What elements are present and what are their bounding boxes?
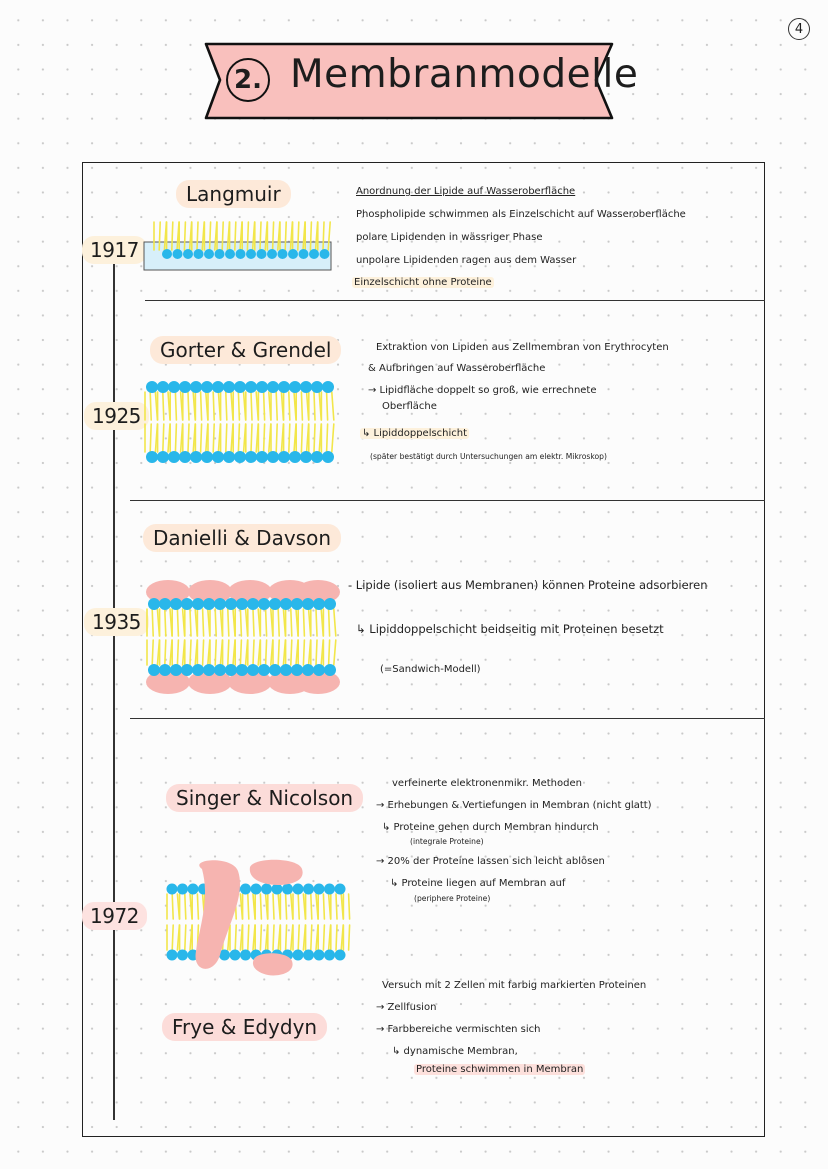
- lipid-tail: [213, 424, 214, 452]
- lipid-tail: [210, 222, 211, 250]
- lipid-head: [203, 664, 215, 676]
- lipid-head: [170, 598, 182, 610]
- lipid-tail: [253, 640, 254, 665]
- lipid-tail: [303, 609, 304, 636]
- lipid-tail: [248, 894, 249, 919]
- lipid-head: [309, 249, 319, 259]
- lipid-head: [258, 664, 270, 676]
- lipid-tail: [152, 609, 153, 636]
- note-text: (integrale Proteine): [410, 837, 484, 846]
- lipid-head: [234, 381, 246, 393]
- lipid-tail: [323, 925, 324, 950]
- lipid-head: [201, 451, 213, 463]
- lipid-tail: [163, 392, 164, 420]
- lipid-tail: [310, 222, 311, 250]
- lipid-head: [192, 598, 204, 610]
- note-text: - Lipide (isoliert aus Membranen) können Proteine adsorbieren: [348, 578, 708, 592]
- lipid-head: [194, 249, 204, 259]
- lipid-head: [256, 451, 268, 463]
- lipid-head: [146, 381, 158, 393]
- lipid-tail: [336, 894, 337, 919]
- lipid-head: [303, 950, 314, 961]
- lipid-tail: [286, 925, 287, 950]
- lipid-head: [177, 884, 188, 895]
- note-text: → Farbbereiche vermischten sich: [376, 1024, 541, 1035]
- lipid-tail: [165, 640, 166, 665]
- lipid-head: [251, 884, 262, 895]
- lipid-tail: [301, 424, 302, 452]
- note-text: (später bestätigt durch Untersuchungen am elektr. Mikroskop): [370, 452, 607, 461]
- lipid-tail: [235, 222, 236, 250]
- lipid-tail: [222, 222, 223, 250]
- lipid-tail: [336, 925, 337, 950]
- note-text: → Zellfusion: [376, 1002, 437, 1013]
- lipid-head: [291, 598, 303, 610]
- lipid-tail: [238, 424, 239, 452]
- lipid-tail: [298, 894, 299, 919]
- lipid-head: [293, 950, 304, 961]
- lipid-head: [223, 381, 235, 393]
- lipid-head: [177, 950, 188, 961]
- lipid-tail: [150, 392, 151, 420]
- lipid-tail: [177, 640, 178, 665]
- lipid-tail: [349, 894, 350, 919]
- lipid-tail: [226, 424, 227, 452]
- lipid-tail: [188, 392, 189, 420]
- lipid-head: [225, 664, 237, 676]
- lipid-tail: [175, 424, 176, 452]
- lipid-head: [204, 249, 214, 259]
- lipid-head: [230, 950, 241, 961]
- lipid-head: [157, 451, 169, 463]
- lipid-tail: [329, 640, 330, 665]
- lipid-head: [299, 249, 309, 259]
- lipid-head: [214, 598, 226, 610]
- lipid-tail: [165, 609, 166, 636]
- lipid-head: [289, 381, 301, 393]
- lipid-head: [240, 884, 251, 895]
- lipid-tail: [251, 424, 252, 452]
- lipid-tail: [197, 222, 198, 250]
- lipid-tail: [185, 894, 186, 919]
- year-1935: 1935: [84, 608, 149, 636]
- lipid-head: [214, 664, 226, 676]
- lipid-tail: [201, 424, 202, 452]
- lipid-tail: [238, 392, 239, 420]
- lipid-tail: [177, 609, 178, 636]
- lipid-head: [289, 451, 301, 463]
- lipid-head: [212, 381, 224, 393]
- lipid-head: [190, 451, 202, 463]
- note-text: → Erhebungen & Vertiefungen in Membran (nicht glatt): [376, 800, 652, 811]
- lipid-tail: [316, 640, 317, 665]
- lipid-head: [167, 950, 178, 961]
- lipid-tail: [303, 640, 304, 665]
- lipid-tail: [349, 925, 350, 950]
- lipid-head: [280, 664, 292, 676]
- lipid-tail: [247, 222, 248, 250]
- lipid-tail: [213, 392, 214, 420]
- lipid-head: [293, 884, 304, 895]
- author-singer-nicolson: Singer & Nicolson: [166, 784, 363, 812]
- lipid-tail: [301, 392, 302, 420]
- lipid-head: [148, 664, 160, 676]
- lipid-tail: [329, 609, 330, 636]
- lipid-head: [278, 451, 290, 463]
- bilayer-diagram: [140, 372, 340, 472]
- lipid-head: [313, 664, 325, 676]
- lipid-tail: [316, 609, 317, 636]
- lipid-head: [246, 249, 256, 259]
- lipid-tail: [201, 392, 202, 420]
- lipid-head: [324, 598, 336, 610]
- lipid-head: [173, 249, 183, 259]
- lipid-head: [215, 249, 225, 259]
- lipid-tail: [273, 222, 274, 250]
- lipid-head: [302, 598, 314, 610]
- lipid-head: [313, 598, 325, 610]
- lipid-head: [212, 451, 224, 463]
- lipid-head: [335, 950, 346, 961]
- lipid-head: [269, 664, 281, 676]
- lipid-tail: [251, 392, 252, 420]
- lipid-head: [278, 249, 288, 259]
- lipid-tail: [240, 609, 241, 636]
- note-text: (=Sandwich-Modell): [380, 664, 481, 675]
- lipid-tail: [278, 609, 279, 636]
- section-number: 2.: [226, 58, 270, 102]
- note-text: → 20% der Proteine lassen sich leicht ablösen: [376, 856, 605, 867]
- lipid-tail: [260, 222, 261, 250]
- year-1917: 1917: [82, 236, 147, 264]
- lipid-head: [272, 884, 283, 895]
- lipid-tail: [291, 640, 292, 665]
- lipid-head: [179, 381, 191, 393]
- lipid-tail: [253, 609, 254, 636]
- lipid-tail: [289, 392, 290, 420]
- lipid-head: [247, 598, 259, 610]
- lipid-head: [190, 381, 202, 393]
- lipid-head: [159, 598, 171, 610]
- lipid-head: [170, 664, 182, 676]
- lipid-tail: [215, 640, 216, 665]
- lipid-head: [267, 451, 279, 463]
- lipid-head: [225, 249, 235, 259]
- lipid-tail: [327, 392, 328, 420]
- lipid-head: [280, 598, 292, 610]
- note-text: Extraktion von Lipiden aus Zellmembran von Erythrocyten: [376, 342, 669, 353]
- note-text: ↳ Lipiddoppelschicht: [362, 428, 468, 439]
- lipid-tail: [327, 424, 328, 452]
- lipid-head: [167, 884, 178, 895]
- lipid-tail: [285, 222, 286, 250]
- lipid-tail: [276, 392, 277, 420]
- year-1972: 1972: [82, 902, 147, 930]
- author-frye-edydyn: Frye & Edydyn: [162, 1013, 327, 1041]
- lipid-tail: [286, 894, 287, 919]
- lipid-head: [201, 381, 213, 393]
- lipid-head: [181, 598, 193, 610]
- lipid-tail: [311, 894, 312, 919]
- lipid-tail: [332, 424, 334, 452]
- lipid-head: [245, 451, 257, 463]
- lipid-tail: [228, 609, 229, 636]
- lipid-tail: [298, 925, 299, 950]
- lipid-head: [335, 884, 346, 895]
- lipid-head: [258, 598, 270, 610]
- lipid-tail: [260, 925, 261, 950]
- lipid-tail: [235, 925, 236, 950]
- lipid-head: [300, 381, 312, 393]
- lipid-head: [300, 451, 312, 463]
- lipid-head: [257, 249, 267, 259]
- lipid-head: [278, 381, 290, 393]
- lipid-head: [181, 664, 193, 676]
- lipid-head: [168, 451, 180, 463]
- lipid-head: [234, 451, 246, 463]
- lipid-tail: [278, 640, 279, 665]
- lipid-head: [148, 598, 160, 610]
- note-text: Oberfläche: [382, 401, 437, 412]
- lipid-head: [240, 950, 251, 961]
- lipid-tail: [163, 424, 164, 452]
- lipid-head: [303, 884, 314, 895]
- peripheral-protein: [253, 953, 293, 975]
- note-text: → Lipidfläche doppelt so groß, wie errechnete: [368, 385, 597, 396]
- lipid-head: [203, 598, 215, 610]
- lipid-head: [311, 381, 323, 393]
- lipid-head: [146, 451, 158, 463]
- lipid-tail: [323, 222, 324, 250]
- lipid-tail: [203, 640, 204, 665]
- note-text: unpolare Lipidenden ragen aus dem Wasser: [356, 255, 577, 266]
- lipid-head: [288, 249, 298, 259]
- lipid-tail: [264, 424, 265, 452]
- lipid-head: [157, 381, 169, 393]
- lipid-tail: [184, 222, 185, 250]
- lipid-tail: [314, 424, 315, 452]
- lipid-tail: [273, 894, 274, 919]
- section-divider: [130, 718, 765, 719]
- note-text: Anordnung der Lipide auf Wasseroberfläche: [356, 186, 576, 197]
- note-text: Phospholipide schwimmen als Einzelschicht auf Wasseroberfläche: [356, 209, 686, 220]
- lipid-head: [267, 249, 277, 259]
- lipid-tail: [159, 222, 160, 250]
- lipid-tail: [226, 392, 227, 420]
- note-text: Einzelschicht ohne Proteine: [354, 277, 492, 288]
- lipid-tail: [260, 894, 261, 919]
- lipid-head: [267, 381, 279, 393]
- lipid-tail: [311, 925, 312, 950]
- lipid-head: [236, 249, 246, 259]
- lipid-head: [236, 664, 248, 676]
- lipid-head: [183, 249, 193, 259]
- lipid-head: [311, 451, 323, 463]
- lipid-head: [261, 884, 272, 895]
- lipid-head: [245, 381, 257, 393]
- lipid-tail: [190, 640, 191, 665]
- langmuir-monolayer-diagram: [143, 220, 333, 272]
- lipid-head: [192, 664, 204, 676]
- note-text: & Aufbringen auf Wasseroberfläche: [368, 363, 546, 374]
- lipid-tail: [215, 609, 216, 636]
- note-text: Proteine schwimmen in Membran: [416, 1064, 584, 1075]
- lipid-tail: [332, 392, 334, 420]
- lipid-head: [314, 884, 325, 895]
- lipid-head: [291, 664, 303, 676]
- note-text: (periphere Proteine): [414, 894, 491, 903]
- lipid-head: [256, 381, 268, 393]
- lipid-tail: [248, 925, 249, 950]
- note-text: ↳ Proteine liegen auf Membran auf: [390, 878, 566, 889]
- note-text: polare Lipidenden in wässriger Phase: [356, 232, 543, 243]
- lipid-tail: [264, 392, 265, 420]
- section-divider: [130, 500, 765, 501]
- lipid-tail: [150, 424, 151, 452]
- timeline-line: [113, 250, 115, 1120]
- lipid-head: [314, 950, 325, 961]
- lipid-head: [223, 451, 235, 463]
- lipid-head: [179, 451, 191, 463]
- lipid-head: [324, 884, 335, 895]
- lipid-head: [269, 598, 281, 610]
- lipid-tail: [291, 609, 292, 636]
- lipid-tail: [266, 609, 267, 636]
- lipid-head: [188, 884, 199, 895]
- lipid-tail: [273, 925, 274, 950]
- lipid-head: [324, 664, 336, 676]
- page-number: 4: [788, 18, 810, 40]
- lipid-tail: [185, 925, 186, 950]
- lipid-tail: [152, 640, 153, 665]
- lipid-head: [162, 249, 172, 259]
- year-1925: 1925: [84, 402, 149, 430]
- lipid-tail: [228, 640, 229, 665]
- note-text: ↳ dynamische Membran,: [392, 1046, 518, 1057]
- page-title: Membranmodelle: [290, 52, 639, 97]
- author-gorter-grendel: Gorter & Grendel: [150, 336, 341, 364]
- lipid-head: [159, 664, 171, 676]
- author-langmuir: Langmuir: [176, 180, 291, 208]
- lipid-tail: [266, 640, 267, 665]
- fluid-mosaic-diagram: [158, 855, 358, 985]
- lipid-tail: [172, 925, 173, 950]
- lipid-tail: [298, 222, 299, 250]
- lipid-head: [225, 598, 237, 610]
- lipid-tail: [172, 222, 173, 250]
- lipid-head: [247, 664, 259, 676]
- lipid-tail: [276, 424, 277, 452]
- lipid-head: [282, 884, 293, 895]
- lipid-tail: [289, 424, 290, 452]
- lipid-tail: [203, 609, 204, 636]
- lipid-head: [168, 381, 180, 393]
- lipid-tail: [190, 609, 191, 636]
- note-text: ↳ Proteine gehen durch Membran hindurch: [382, 822, 599, 833]
- note-text: verfeinerte elektronenmikr. Methoden: [392, 778, 582, 789]
- lipid-tail: [197, 894, 198, 919]
- sandwich-model-diagram: [140, 578, 340, 698]
- lipid-head: [322, 381, 334, 393]
- lipid-head: [302, 664, 314, 676]
- note-text: Versuch mit 2 Zellen mit farbig markierten Proteinen: [382, 980, 647, 991]
- lipid-head: [236, 598, 248, 610]
- note-text: ↳ Lipiddoppelschicht beidseitig mit Proteinen besetzt: [356, 622, 664, 636]
- lipid-tail: [323, 894, 324, 919]
- lipid-head: [324, 950, 335, 961]
- peripheral-protein: [250, 860, 303, 885]
- lipid-tail: [334, 609, 336, 636]
- author-danielli-davson: Danielli & Davson: [143, 524, 341, 552]
- lipid-tail: [188, 424, 189, 452]
- lipid-tail: [240, 640, 241, 665]
- lipid-head: [320, 249, 330, 259]
- lipid-tail: [334, 640, 336, 665]
- lipid-tail: [314, 392, 315, 420]
- section-divider: [145, 300, 765, 301]
- lipid-tail: [175, 392, 176, 420]
- lipid-tail: [172, 894, 173, 919]
- lipid-head: [322, 451, 334, 463]
